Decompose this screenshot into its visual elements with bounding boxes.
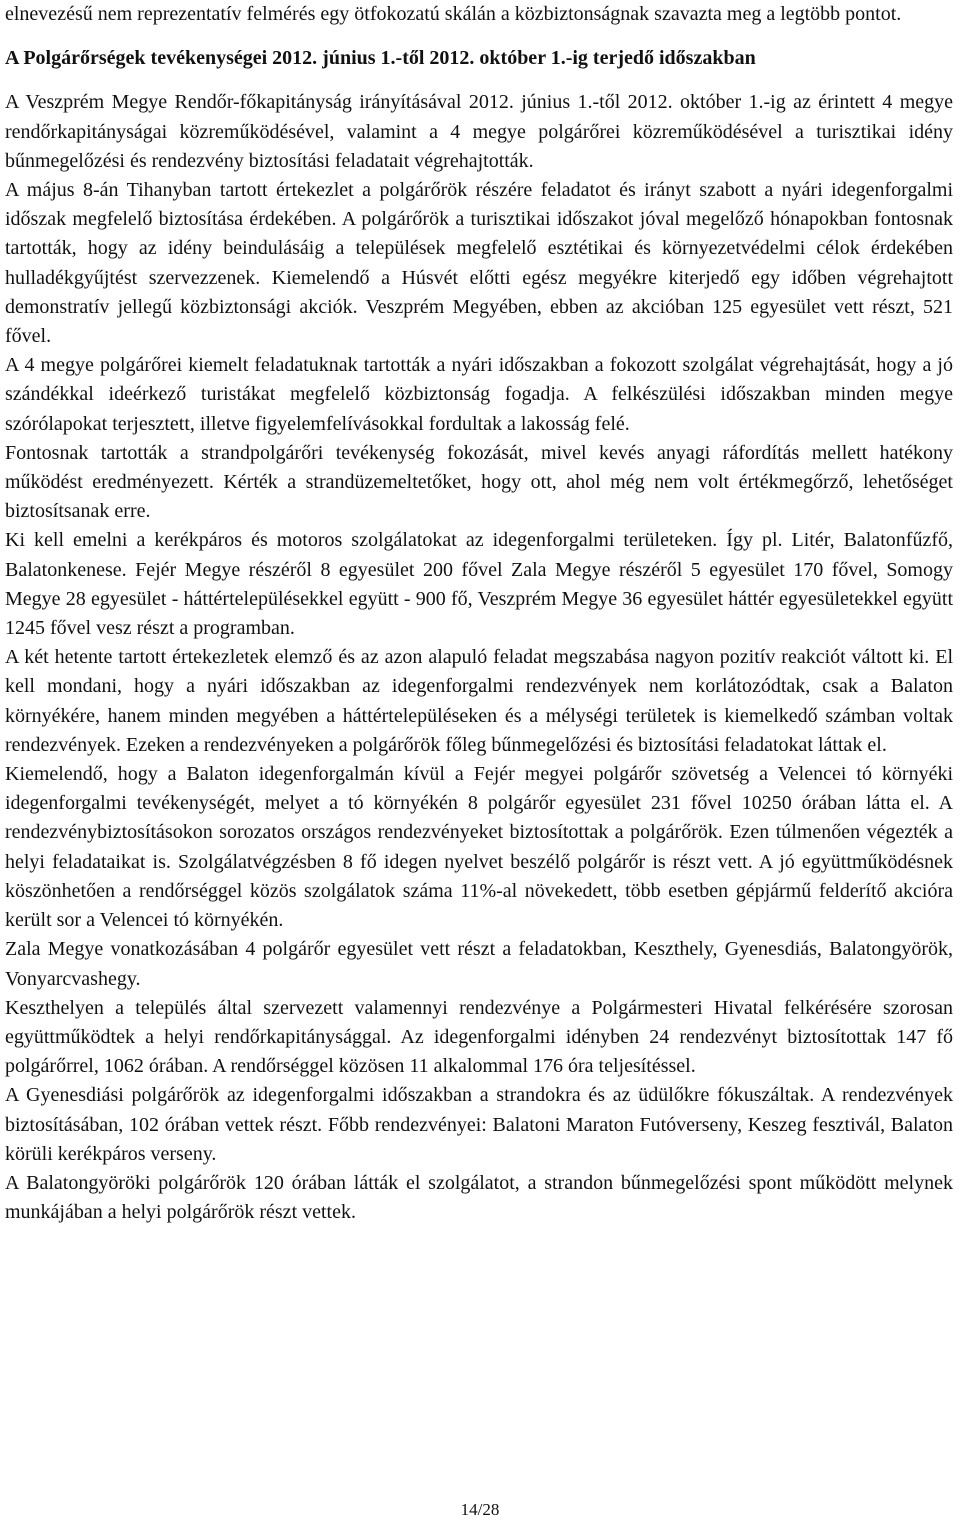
body-paragraph: A Gyenesdiási polgárőrök az idegenforgalmi időszakban a strandokra és az üdülőkre fókuszáltak. A rendezvények biztosításában, 102 órában vettek részt. Főbb rendezvényei: Balatoni Maraton Futóverseny, Keszeg fesztivál, Balaton körüli kerékpáros verseny.	[5, 1084, 953, 1165]
body-paragraph: Zala Megye vonatkozásában 4 polgárőr egyesület vett részt a feladatokban, Keszthely, Gyenesdiás, Balatongyörök, Vonyarcvashegy.	[5, 938, 953, 990]
body-paragraph: Kiemelendő, hogy a Balaton idegenforgalmán kívül a Fejér megyei polgárőr szövetség a Velencei tó környéki idegenforgalmi tevékenységét, melyet a tó környékén 8 polgárőr egyesület 231 fővel 10250 órában látta el. A rendezvénybiztosításokon sorozatos országos rendezvényeket biztosítottak a polgárőrök. Ezen túlmenően végezték a helyi feladataikat is. Szolgálatvégzésben 8 fő idegen nyelvet beszélő polgárőr is részt vett. A jó együttműködésnek köszönhetően a rendőrséggel közös szolgálatok száma 11%-al növekedett, több esetben gépjármű felderítő akcióra került sor a Velencei tó környékén.	[5, 763, 953, 932]
body-paragraph: A két hetente tartott értekezletek elemző és az azon alapuló feladat megszabása nagyon pozitív reakciót váltott ki. El kell mondani, hogy a nyári időszakban az idegenforgalmi rendezvények nem korlátozódtak, csak a Balaton környékére, hanem minden megyében a háttértelepüléseken és a mélységi területek is kiemelkedő számban voltak rendezvények. Ezeken a rendezvényeken a polgárőrök főleg bűnmegelőzési és biztosítási feladatokat láttak el.	[5, 646, 953, 756]
page-number: 14/28	[460, 1500, 500, 1519]
section-heading: A Polgárőrségek tevékenységei 2012. június 1.-től 2012. október 1.-ig terjedő időszakban	[5, 47, 756, 70]
document-page	[5, 0, 953, 1227]
body-paragraph: Keszthelyen a település által szervezett valamennyi rendezvénye a Polgármesteri Hivatal felkérésére szorosan együttműködtek a helyi rendőrkapitánysággal. Az idegenforgalmi idényben 24 rendezvényt biztosítottak 147 fő polgárőrrel, 1062 órában. A rendőrséggel közösen 11 alkalommal 176 óra teljesítéssel.	[5, 996, 953, 1078]
intro-paragraph: elnevezésű nem reprezentatív felmérés egy ötfokozatú skálán a közbiztonságnak szavazta meg a legtöbb pontot.	[5, 3, 902, 25]
body-paragraph: A 4 megye polgárőrei kiemelt feladatuknak tartották a nyári időszakban a fokozott szolgálat végrehajtását, hogy a jó szándékkal ideérkező turistákat megfelelő közbiztonság fogadja. A felkészülési időszakban minden megye szórólapokat terjesztett, illetve figyelemfelívásokkal fordultak a lakosság felé.	[5, 354, 953, 435]
body-paragraph: A május 8-án Tihanyban tartott értekezlet a polgárőrök részére feladatot és irányt szabott a nyári idegenforgalmi időszak megfelelő biztosítása érdekében. A polgárőrök a turisztikai időszakot jóval megelőző hónapokban fontosnak tartották, hogy az idény beindulásáig a települések megfelelő esztétikai és környezetvédelmi célok érdekében hulladékgyűjtést szervezzenek. Kiemelendő a Húsvét előtti egész megyékre kiterjedő egy időben végrehajtott demonstratív jellegű közbiztonsági akciók. Veszprém Megyében, ebben az akcióban 125 egyesület vett részt, 521 fővel.	[5, 179, 953, 348]
body-paragraph: A Balatongyöröki polgárőrök 120 órában látták el szolgálatot, a strandon bűnmegelőzési spont működött melynek munkájában a helyi polgárőrök részt vettek.	[5, 1171, 953, 1224]
body-paragraph: Ki kell emelni a kerékpáros és motoros szolgálatokat az idegenforgalmi területeken. Így pl. Litér, Balatonfűzfő, Balatonkenese. Fejér Megye részéről 8 egyesület 200 fővel Zala Megye részéről 5 egyesület 170 fővel, Somogy Megye 28 egyesület - háttértelepülésekkel együtt - 900 fő, Veszprém Megye 36 egyesület háttér egyesületekkel együtt 1245 fővel vesz részt a programban.	[5, 529, 953, 640]
body-paragraph: Fontosnak tartották a strandpolgárőri tevékenység fokozását, mivel kevés anyagi ráfordítás mellett hatékony működést eredményezett. Kérték a strandüzemeltetőket, hogy ott, ahol még nem volt értékmegőrző, lehetőséget biztosítsanak erre.	[5, 441, 953, 523]
body-paragraph: A Veszprém Megye Rendőr-főkapitányság irányításával 2012. június 1.-től 2012. október 1.-ig az érintett 4 megye rendőrkapitányságai közreműködésével, valamint a 4 megye polgárőrei közreműködésével a turisztikai idény bűnmegelőzési és rendezvény biztosítási feladatait végrehajtották.	[5, 91, 953, 172]
